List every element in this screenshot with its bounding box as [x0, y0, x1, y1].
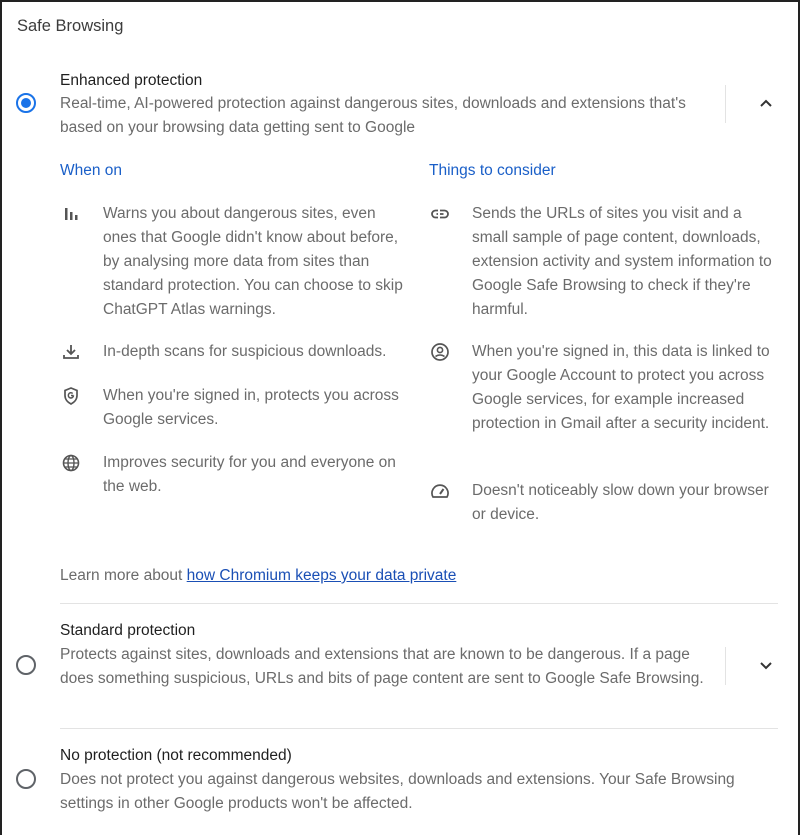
no-protection-radio[interactable] — [16, 769, 36, 789]
download-icon — [61, 342, 81, 362]
globe-icon — [61, 453, 81, 473]
link-icon — [430, 204, 450, 224]
consider-text: Sends the URLs of sites you visit and a small sample of page content, downloads, extension activity and system information to Google Safe Browsing to check if they're harmful. — [472, 205, 772, 318]
standard-protection-title: Standard protection — [60, 622, 196, 639]
speedometer-icon — [430, 481, 450, 501]
when-on-text: Warns you about dangerous sites, even ones that Google didn't know about before, by analysing more data from sites than standard protection. You can choose to skip ChatGPT Atlas warnings. — [103, 205, 403, 318]
section-title: Safe Browsing — [17, 17, 124, 35]
learn-more-link[interactable]: how Chromium keeps your data private — [186, 567, 457, 584]
divider — [60, 728, 778, 729]
consider-text: When you're signed in, this data is linked to your Google Account to protect you across Google services, for example increased protection in Gmail after a security incident. — [472, 343, 770, 432]
no-protection-title: No protection (not recommended) — [60, 747, 292, 764]
consider-text: Doesn't noticeably slow down your browser or device. — [472, 482, 769, 523]
learn-more-prefix: Learn more about — [60, 567, 187, 584]
divider — [60, 603, 778, 604]
divider — [725, 647, 726, 685]
enhanced-protection-title: Enhanced protection — [60, 72, 203, 89]
when-on-text: Improves security for you and everyone on the web. — [103, 454, 396, 495]
bar-chart-icon — [61, 204, 81, 224]
chevron-down-icon[interactable] — [758, 658, 774, 674]
standard-protection-description: Protects against sites, downloads and extensions that are known to be dangerous. If a page does something suspicious, URLs and bits of page content are sent to Google Safe Browsing. — [60, 646, 704, 687]
divider — [725, 85, 726, 123]
enhanced-protection-radio[interactable] — [16, 93, 36, 113]
enhanced-protection-description: Real-time, AI-powered protection against dangerous sites, downloads and extensions that's based on your browsing data getting sent to Google — [60, 95, 686, 136]
account-circle-icon — [430, 342, 450, 362]
when-on-text: When you're signed in, protects you across Google services. — [103, 387, 399, 428]
google-shield-icon — [61, 386, 81, 406]
learn-more — [60, 567, 456, 585]
when-on-text: In-depth scans for suspicious downloads. — [103, 343, 387, 360]
chevron-up-icon[interactable] — [758, 95, 774, 111]
no-protection-description: Does not protect you against dangerous websites, downloads and extensions. Your Safe Browsing settings in other Google products won't be affected. — [60, 771, 735, 812]
when-on-heading: When on — [60, 162, 123, 179]
things-to-consider-heading: Things to consider — [429, 162, 556, 179]
standard-protection-radio[interactable] — [16, 655, 36, 675]
